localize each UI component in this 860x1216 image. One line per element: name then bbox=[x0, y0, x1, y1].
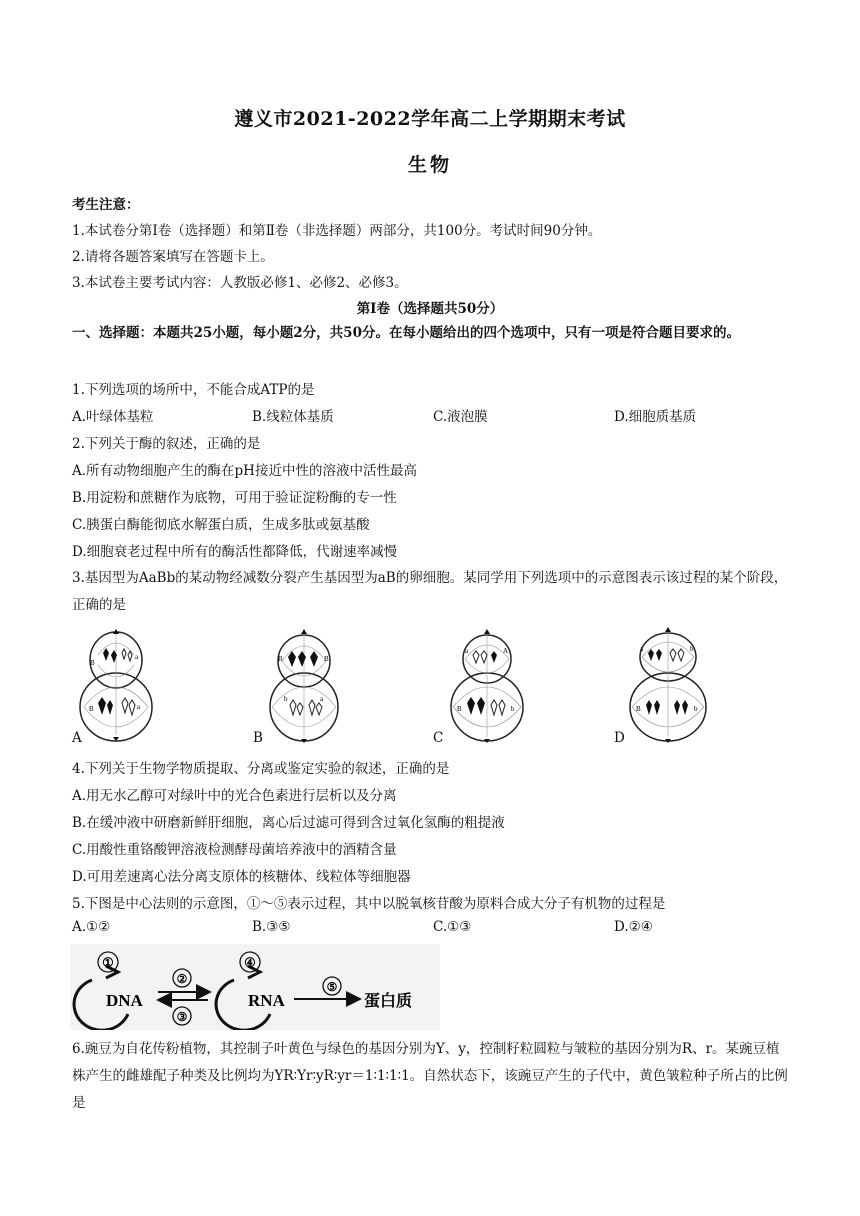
svg-text:b: b bbox=[284, 695, 288, 703]
q4-option-d: D.可用差速离心法分离支原体的核糖体、线粒体等细胞器 bbox=[72, 869, 411, 885]
cell-figure-c bbox=[443, 625, 533, 745]
q5-stem: 5.下图是中心法则的示意图，①～⑤表示过程，其中以脱氧核苷酸为原料合成大分子有机物的过程是 bbox=[72, 896, 666, 912]
notice-item-1: 1.本试卷分第Ⅰ卷（选择题）和第Ⅱ卷（非选择题）两部分，共100分。考试时间90分钟。 bbox=[72, 223, 602, 239]
figure-label-b: B bbox=[253, 730, 263, 746]
q5-option-a: A.①② bbox=[72, 919, 111, 935]
exam-subject: 生物 bbox=[407, 154, 452, 176]
cell-figure-b bbox=[262, 625, 352, 745]
q4-option-a: A.用无水乙醇可对绿叶中的光合色素进行层析以及分离 bbox=[72, 788, 397, 804]
svg-text:a: a bbox=[137, 703, 141, 711]
q4-option-b: B.在缓冲液中研磨新鲜肝细胞，离心后过滤可得到含过氧化氢酶的粗提液 bbox=[72, 815, 505, 831]
svg-text:a: a bbox=[320, 695, 324, 703]
part1-heading: 第Ⅰ卷（选择题共50分） bbox=[356, 301, 504, 317]
svg-text:③: ③ bbox=[176, 1010, 188, 1024]
svg-text:①: ① bbox=[102, 955, 114, 970]
figure-label-c: C bbox=[433, 730, 444, 746]
q1-option-d: D.细胞质基质 bbox=[614, 409, 697, 425]
svg-text:B: B bbox=[278, 655, 283, 663]
q2-stem: 2.下列关于酶的叙述，正确的是 bbox=[72, 436, 261, 452]
q5-option-c: C.①③ bbox=[433, 919, 472, 935]
svg-text:B: B bbox=[90, 659, 95, 667]
cell-figure-d bbox=[624, 625, 714, 745]
q1-option-c: C.液泡膜 bbox=[433, 409, 488, 425]
q2-option-d: D.细胞衰老过程中所有的酶活性都降低，代谢速率减慢 bbox=[72, 544, 398, 560]
svg-text:b: b bbox=[694, 705, 698, 713]
svg-text:B: B bbox=[89, 705, 94, 713]
svg-text:a: a bbox=[640, 645, 644, 653]
cell-figure-a bbox=[76, 625, 166, 745]
q3-stem: 3.基因型为AaBb的某动物经减数分裂产生基因型为aB的卵细胞。某同学用下列选项中的示意图表示该过程的某个阶段，正确的是 bbox=[72, 570, 788, 613]
svg-text:②: ② bbox=[176, 972, 188, 986]
q1-stem: 1.下列选项的场所中，不能合成ATP的是 bbox=[72, 382, 315, 398]
protein-label: 蛋白质 bbox=[364, 993, 413, 1010]
svg-text:④: ④ bbox=[244, 955, 256, 970]
q2-option-b: B.用淀粉和蔗糖作为底物，可用于验证淀粉酶的专一性 bbox=[72, 490, 397, 506]
figure-label-d: D bbox=[614, 730, 625, 746]
svg-text:⑤: ⑤ bbox=[326, 980, 338, 994]
q6-stem: 6.豌豆为自花传粉植物，其控制子叶黄色与绿色的基因分别为Y、y，控制籽粒圆粒与皱粒的基因分别为R、r。某豌豆植株产生的雌雄配子种类及比例均为YR∶Yr∶yR∶yr＝1∶1∶1∶1。自然状态下，该豌豆产生的子代中，黄色皱粒种子所占的比例是 bbox=[72, 1041, 788, 1111]
q2-option-c: C.胰蛋白酶能彻底水解蛋白质，生成多肽或氨基酸 bbox=[72, 517, 370, 533]
svg-text:a: a bbox=[465, 647, 469, 655]
svg-text:b: b bbox=[690, 645, 694, 653]
svg-text:a: a bbox=[135, 653, 139, 661]
svg-text:B: B bbox=[457, 705, 462, 713]
dna-label: DNA bbox=[106, 991, 143, 1010]
q4-option-c: C.用酸性重铬酸钾溶液检测酵母菌培养液中的酒精含量 bbox=[72, 842, 397, 858]
section-intro: 一、选择题：本题共25小题，每小题2分，共50分。在每小题给出的四个选项中，只有一项是符合题目要求的。 bbox=[72, 325, 740, 341]
q5-option-d: D.②④ bbox=[614, 919, 653, 935]
svg-text:A: A bbox=[503, 647, 509, 655]
svg-text:B: B bbox=[324, 655, 329, 663]
q1-option-a: A.叶绿体基粒 bbox=[72, 409, 154, 425]
notice-item-2: 2.请将各题答案填写在答题卡上。 bbox=[72, 249, 274, 265]
svg-text:B: B bbox=[636, 705, 641, 713]
q4-stem: 4.下列关于生物学物质提取、分离或鉴定实验的叙述，正确的是 bbox=[72, 761, 450, 777]
notice-item-3: 3.本试卷主要考试内容：人教版必修1、必修2、必修3。 bbox=[72, 275, 408, 291]
svg-text:b: b bbox=[511, 705, 515, 713]
q5-option-b: B.③⑤ bbox=[252, 919, 291, 935]
q1-option-b: B.线粒体基质 bbox=[252, 409, 334, 425]
rna-label: RNA bbox=[248, 991, 285, 1010]
exam-title: 遵义市2021-2022学年高二上学期期末考试 bbox=[234, 108, 626, 130]
figure-label-a: A bbox=[72, 730, 82, 746]
central-dogma-diagram bbox=[70, 944, 440, 1030]
q2-option-a: A.所有动物细胞产生的酶在pH接近中性的溶液中活性最高 bbox=[72, 463, 417, 479]
notice-heading: 考生注意： bbox=[72, 197, 140, 213]
